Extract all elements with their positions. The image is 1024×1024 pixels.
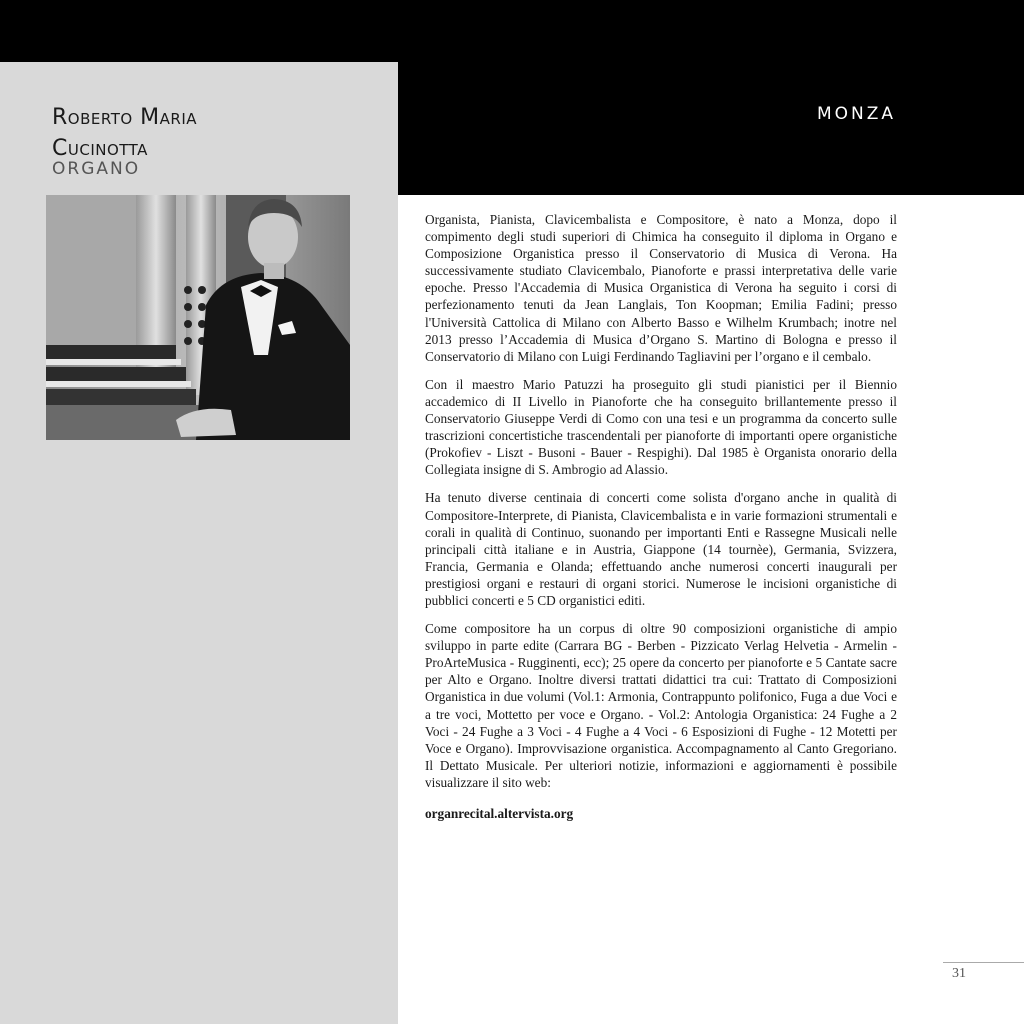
biography-text bbox=[425, 211, 897, 822]
page-number-rule bbox=[943, 962, 1024, 963]
top-black-band bbox=[0, 0, 1024, 62]
instrument-label: ORGANO bbox=[52, 159, 141, 179]
page-number: 31 bbox=[952, 966, 966, 981]
city-label: MONZA bbox=[816, 104, 896, 124]
artist-name bbox=[52, 102, 197, 164]
artist-name-line2: Cucinotta bbox=[52, 135, 148, 161]
artist-photo-illustration bbox=[46, 195, 350, 440]
biography-paragraph-4: Come compositore ha un corpus di oltre 90 composizioni organistiche di ampio sviluppo in parte edite (Carrara BG - Berben - Pizzicato Verlag Helvetia - Armelin - ProArteMusica - Rugginenti, ecc); 25 opere da concerto per pianoforte e 5 Cantate sacre per Alto e Organo. Inoltre diversi trattati didattici tra cui: Trattato di Composizioni Organistica in due volumi (Vol.1: Armonia, Contrappunto polifonico, Fuga a due Voci e a tre voci, Mottetto per voce e Organo. - Vol.2: Antologia Organistica: 24 Fughe a 2 Voci - 24 Fughe a 3 Voci - 4 Fughe a 4 Voci - 6 Esposizioni di Fughe - 12 Motetti per Voce e Organo). Improvvisazione organistica. Accompagnamento al Canto Gregoriano. Il Dettato Musicale. Per ulteriori notizie, informazioni e aggiornamenti è possibile visualizzare il sito web: bbox=[425, 621, 897, 790]
artist-name-line1: Roberto Maria bbox=[52, 104, 198, 130]
header-black-block bbox=[398, 62, 1024, 195]
website-link[interactable]: organrecital.altervista.org bbox=[425, 806, 574, 821]
biography-paragraph-3: Ha tenuto diverse centinaia di concerti come solista d'organo anche in qualità di Compositore-Interprete, di Pianista, Clavicembalista e in varie formazioni strumentali e corali in qualità di Continuo, suonando per importanti Enti e Rassegne Musicali nelle principali città italiane e in Austria, Giappone (14 tournèe), Germania, Svizzera, Francia, Germania e Olanda; effettuando anche numerosi concerti inaugurali per prestigiosi organi e restauri di organi storici. Numerose le incisioni organistiche di pubblici concerti e 5 CD organistici editi. bbox=[425, 490, 897, 608]
biography-paragraph-2: Con il maestro Mario Patuzzi ha proseguito gli studi pianistici per il Biennio accademico di II Livello in Pianoforte che ha conseguito brillantemente presso il Conservatorio Giuseppe Verdi di Como con una tesi e un programma da concerto sulle trascrizioni concertistiche trascendentali per pianoforte di importanti opere organistiche (Prokofiev - Liszt - Busoni - Bauer - Respighi). Dal 1985 è Organista onorario della Collegiata insigne di S. Ambrogio ad Alassio. bbox=[425, 376, 897, 478]
biography-paragraph-1: Organista, Pianista, Clavicembalista e Compositore, è nato a Monza, dopo il compimento degli studi superiori di Chimica ha conseguito il diploma in Organo e Composizione Organistica presso il Conservatorio di Musica di Verona. Ha successivamente studiato Clavicembalo, Pianoforte e prassi interpretativa delle varie epoche. Presso l'Accademia di Musica Organistica di Verona ha seguito i corsi di perfezionamento tenuti da Jean Langlais, Ton Koopman; Emilia Fadini; presso l'Università Cattolica di Milano con Alberto Basso e Wilhelm Krumbach; inotre nel 2013 presso l’Accademia di Musica d’Organo S. Martino di Bologna e presso il Conservatorio di Milano con Luigi Ferdinando Tagliavini per l’organo e il cembalo. bbox=[425, 212, 897, 364]
artist-photo bbox=[46, 195, 350, 440]
